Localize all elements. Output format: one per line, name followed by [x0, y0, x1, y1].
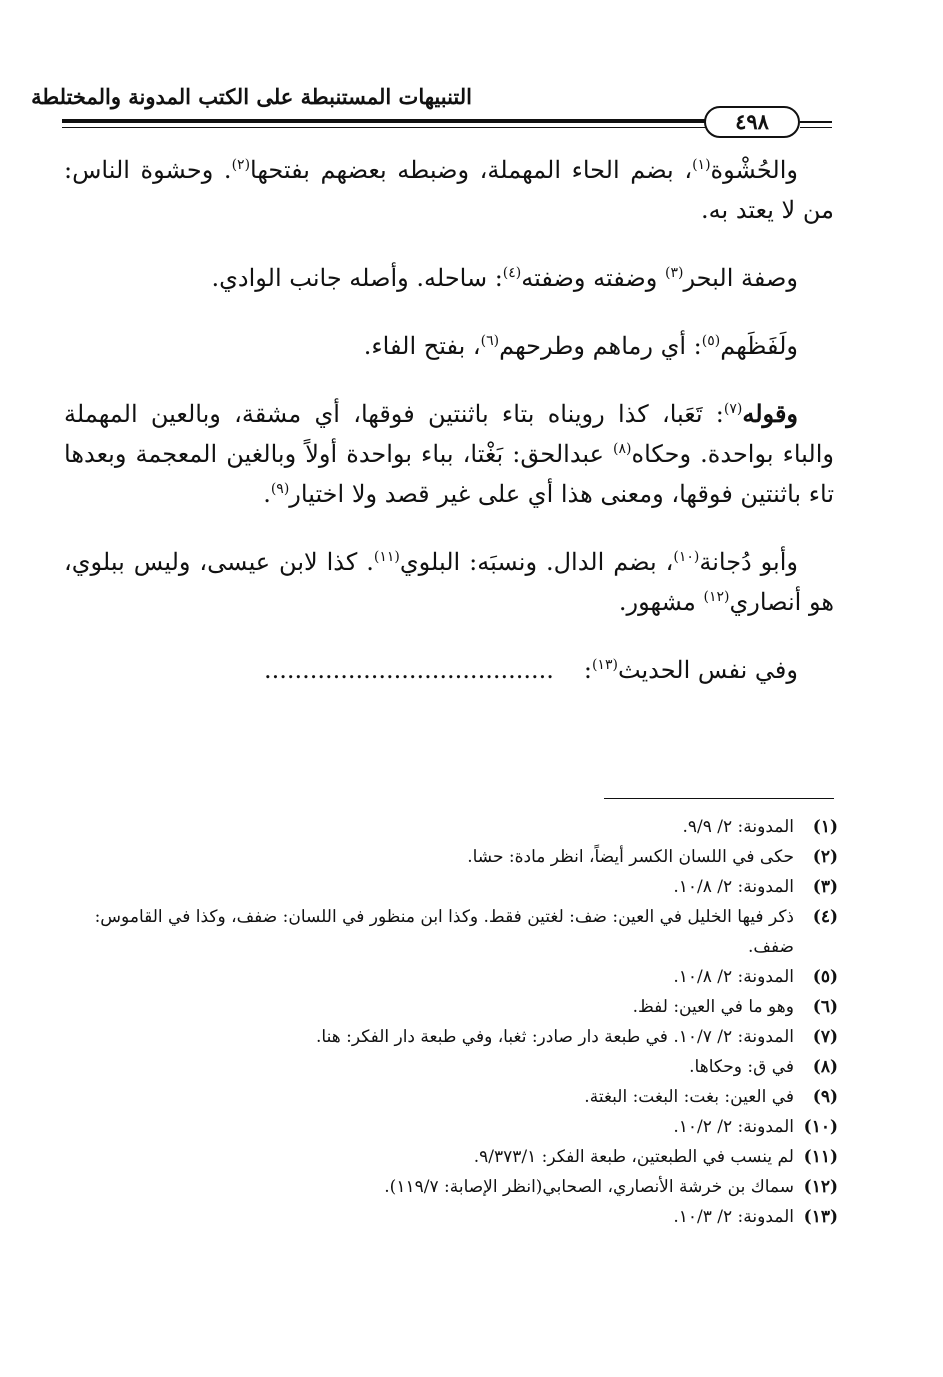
footnote-text: سماك بن خرشة الأنصاري، الصحابي(انظر الإصابة: ١١٩/٧).: [384, 1177, 794, 1197]
header-rule-thick: [62, 119, 712, 123]
footnote-item: [70, 1022, 838, 1052]
text-run: : أي رماهم وطرحهم: [499, 332, 702, 360]
paragraph-lafazahum: [64, 326, 834, 366]
footnote-text: ذكر فيها الخليل في العين: ضف: لغتين فقط. وكذا ابن منظور في اللسان: ضفف، وكذا في القاموس: ضفف.: [94, 907, 794, 957]
footnote-item: [70, 992, 838, 1022]
footnote-number: (٤): [812, 907, 838, 927]
footnote-number: (١١): [803, 1147, 838, 1167]
footnote-ref-11[interactable]: (١١): [373, 549, 400, 565]
page-number-badge: ٤٩٨: [704, 106, 800, 138]
footnote-number: (٢): [812, 847, 838, 867]
footnote-text: وهو ما في العين: لفظ.: [632, 997, 794, 1017]
text-run: .: [263, 480, 271, 508]
footnote-ref-5[interactable]: (٥): [701, 333, 721, 349]
footnote-ref-2[interactable]: (٢): [231, 157, 251, 173]
paragraph-abu-dujana: [64, 542, 834, 622]
footnote-item: [70, 1052, 838, 1082]
footnote-item: [70, 1112, 838, 1142]
text-run: : ساحله. وأصله جانب الوادي.: [211, 264, 503, 292]
footnote-separator: [604, 798, 834, 799]
main-text: [64, 150, 834, 718]
lead-word: وقوله: [742, 399, 798, 428]
text-run: وفي نفس الحديث: [617, 656, 798, 684]
text-run: . وحشوة الناس: من لا يعتد به.: [64, 156, 834, 224]
text-run: عبدالحق: بَغْتا، بباء بواحدة أولاً وبالغين المعجمة وبعدها تاء باثنتين فوقها، ومعنى هذا أي على غير قصد ولا اختيار: [64, 440, 834, 508]
footnotes-list: [70, 812, 838, 1232]
ellipsis-dots: ......................................: [263, 656, 554, 684]
footnote-ref-3[interactable]: (٣): [664, 265, 684, 281]
footnote-ref-8[interactable]: (٨): [613, 441, 632, 457]
footnote-item: [70, 872, 838, 902]
footnote-text: المدونة: ٢/ ٩/٩.: [682, 817, 794, 837]
footnote-text: المدونة: ٢/ ١٠/٧. في طبعة دار صادر: ثغبا، وفي طبعة دار الفكر: هنا.: [316, 1027, 794, 1047]
footnote-ref-7[interactable]: (٧): [723, 401, 743, 417]
footnote-ref-1[interactable]: (١): [692, 157, 711, 173]
text-run: :: [583, 656, 592, 684]
header-rule-thin: [62, 127, 712, 128]
footnote-text: لم ينسب في الطبعتين، طبعة الفكر: ٩/٣٧٣/١.: [473, 1147, 794, 1167]
footnote-number: (١٢): [803, 1177, 838, 1197]
text-run: . كذا لابن عيسى، وليس ببلوي، هو أنصاري: [64, 548, 834, 616]
footnote-ref-12[interactable]: (١٢): [703, 589, 730, 605]
footnote-number: (٩): [812, 1087, 838, 1107]
text-run: : تَعَبا، كذا رويناه بتاء باثنتين فوقها، أي مشقة، وبالعين المهملة والباء بواحدة. وحكاه: [64, 400, 834, 468]
footnote-item: [70, 1142, 838, 1172]
text-run: وأبو دُجانة: [699, 548, 798, 576]
text-run: وصفة البحر: [683, 264, 798, 292]
footnote-text: المدونة: ٢/ ١٠/٢.: [673, 1117, 794, 1137]
text-run: ولَفَظَهم: [720, 332, 798, 360]
footnote-item: [70, 1082, 838, 1112]
footnote-item: [70, 1172, 838, 1202]
footnote-text: المدونة: ٢/ ١٠/٨.: [673, 967, 794, 987]
footnote-number: (١٣): [803, 1207, 838, 1227]
footnote-text: حكى في اللسان الكسر أيضاً، انظر مادة: حشا.: [467, 847, 794, 867]
footnote-number: (٧): [812, 1027, 838, 1047]
running-title: التنبيهات المستنبطة على الكتب المدونة والمختلطة: [31, 84, 472, 109]
footnote-number: (٨): [812, 1057, 838, 1077]
text-run: ، بفتح الفاء.: [363, 332, 481, 360]
footnote-text: المدونة: ٢/ ١٠/٨.: [673, 877, 794, 897]
footnote-ref-4[interactable]: (٤): [502, 265, 522, 281]
footnote-number: (١٠): [803, 1117, 838, 1137]
footnote-item: [70, 962, 838, 992]
footnote-text: المدونة: ٢/ ١٠/٣.: [673, 1207, 794, 1227]
footnote-number: (٦): [812, 997, 838, 1017]
paragraph-hushwa: [64, 150, 834, 230]
footnote-text: في العين: بغت: البغت: البغتة.: [584, 1087, 794, 1107]
footnote-number: (٣): [812, 877, 838, 897]
footnote-ref-6[interactable]: (٦): [480, 333, 500, 349]
footnote-item: [70, 902, 838, 962]
text-run: مشهور.: [618, 588, 704, 616]
footnote-text: في ق: وحكاها.: [689, 1057, 794, 1077]
footnote-item: [70, 812, 838, 842]
text-run: وضفته وضفته: [521, 264, 665, 292]
paragraph-safat-albahr: [64, 258, 834, 298]
footnote-item: [70, 842, 838, 872]
header-rule-right: [800, 121, 832, 123]
footnote-ref-9[interactable]: (٩): [270, 481, 290, 497]
footnote-item: [70, 1202, 838, 1232]
footnote-number: (٥): [812, 967, 838, 987]
header-rule-right-thin: [800, 127, 832, 128]
footnote-ref-10[interactable]: (١٠): [673, 549, 700, 565]
footnote-number: (١): [812, 817, 838, 837]
paragraph-nafs-alhadith: [64, 650, 834, 690]
paragraph-taaban: [64, 394, 834, 514]
footnote-ref-13[interactable]: (١٣): [591, 657, 618, 673]
text-run: والحُشْوة: [710, 156, 798, 184]
text-run: ، بضم الحاء المهملة، وضبطه بعضهم بفتحها: [250, 156, 693, 184]
text-run: ، بضم الدال. ونسبَه: البلوي: [399, 548, 674, 576]
